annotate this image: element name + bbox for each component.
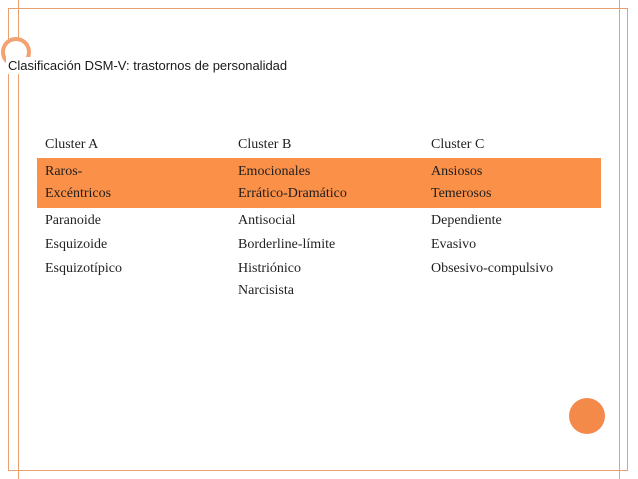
table-header-row [37,134,601,158]
table-row-highlight [37,183,601,208]
cell: Antisocial [238,213,296,228]
cell [230,256,423,302]
cell: Emocionales [230,158,423,183]
cell-line: Histriónico [238,261,301,276]
cell: Paranoide [45,213,101,228]
cell: Esquizotípico [45,261,122,276]
cell-line: Narcisista [238,283,294,298]
header-cluster-b: Cluster B [238,137,292,152]
cell: Ansiosos [423,158,601,183]
decorative-circle-bottom [569,398,605,434]
right-border-line [619,0,620,479]
header-cluster-c: Cluster C [431,137,485,152]
table-row [37,256,601,302]
cell: Obsesivo-compulsivo [431,261,554,276]
slide-title: Clasificación DSM-V: trastornos de personalidad [8,58,288,73]
cell: Raros- [37,158,230,183]
cell: Excéntricos [37,183,230,208]
cell: Temerosos [423,183,601,208]
cell: Esquizoide [45,237,108,252]
table-row-highlight [37,158,601,183]
table-row [37,208,601,232]
cell: Errático-Dramático [230,183,423,208]
dsm-cluster-table [37,134,601,302]
cell: Dependiente [431,213,502,228]
cell: Borderline-límite [238,237,336,252]
table-row [37,232,601,256]
header-cluster-a: Cluster A [45,137,99,152]
cell: Evasivo [431,237,477,252]
